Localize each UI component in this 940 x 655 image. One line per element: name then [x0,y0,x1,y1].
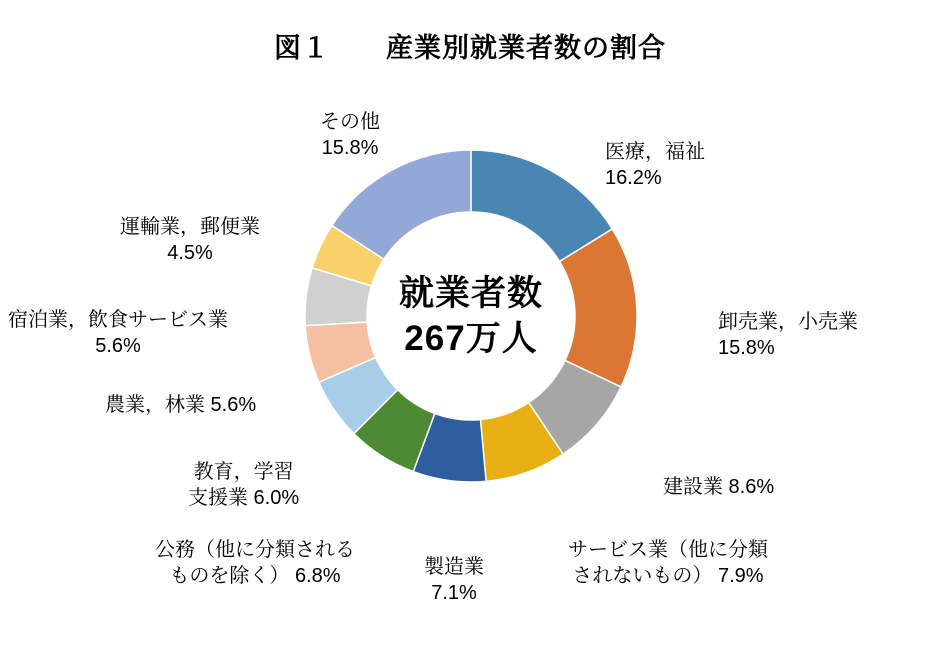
slice-label-line: 宿泊業，飲食サービス業 [8,309,228,331]
slice-label-line: 4.5% [167,241,213,264]
donut-chart [305,150,637,482]
slice-label-construction [663,475,774,501]
slice-label-transport [120,215,260,266]
slice-label-line: 7.1% [431,581,477,604]
slice-label-other [320,110,380,161]
slice-label-line: サービス業（他に分類 [568,539,768,561]
slice-label-line: ものを除く） 6.8% [169,564,341,587]
slice-label-line: 5.6% [95,334,141,357]
page-title: 図１ 産業別就業者数の割合 [274,33,666,63]
slice-label-line: 15.8% [321,136,379,159]
center-label-line2: 267万人 [404,319,538,358]
slice-label-line: されないもの） 7.9% [572,564,764,587]
slice-label-line: 製造業 [424,556,484,578]
slice-label-line: その他 [320,111,380,133]
slice-label-line: 15.8% [718,336,775,359]
slice-label-wholesale [718,310,858,361]
slice-label-education [188,460,299,511]
slice-label-line: 建設業 8.6% [663,476,775,498]
slice-label-agriculture [105,393,256,419]
slice-label-services [568,538,768,589]
slice-label-line: 公務（他に分類される [155,539,355,561]
slice-label-line: 16.2% [605,166,662,189]
donut-chart-svg [305,150,637,482]
slice-label-public-service [155,538,355,589]
slice-label-line: 卸売業，小売業 [718,311,858,333]
slice-label-manufacturing [424,555,484,606]
center-label-line1: 就業者数 [398,273,543,313]
slice-label-line: 運輸業，郵便業 [120,216,260,238]
slice-label-lodging [8,308,228,359]
slice-label-medical [605,140,705,191]
slice-label-line: 支援業 6.0% [188,486,300,509]
slice-label-line: 医療，福祉 [605,141,705,163]
slice-label-line: 農業，林業 5.6% [105,394,257,416]
slice-label-line: 教育，学習 [193,461,294,483]
